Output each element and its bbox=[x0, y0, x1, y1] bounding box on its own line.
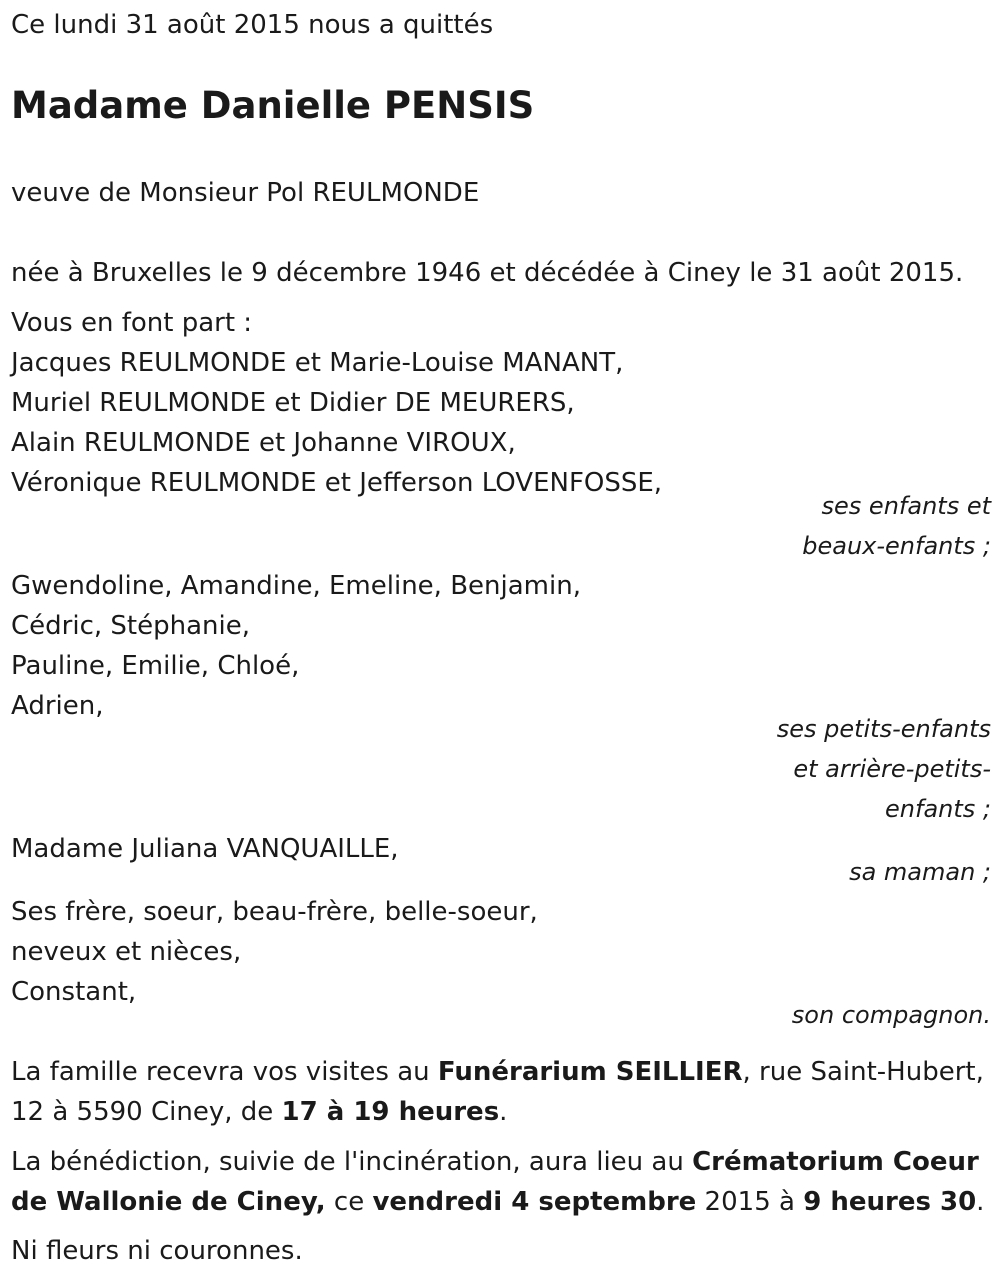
role-line: ses enfants et bbox=[821, 492, 991, 520]
ceremony-line-2 bbox=[11, 1182, 991, 1222]
ceremony-time: 9 heures 30 bbox=[803, 1187, 977, 1217]
crematorium-name: Crématorium Coeur bbox=[692, 1147, 979, 1177]
sibling-line: Constant, bbox=[11, 977, 137, 1007]
grandchild-line: Gwendoline, Amandine, Emeline, Benjamin, bbox=[11, 571, 581, 601]
sibling-line: neveux et nièces, bbox=[11, 937, 242, 967]
closing-line: Ni fleurs ni couronnes. bbox=[11, 1236, 303, 1266]
crematorium-name: de Wallonie de Ciney, bbox=[11, 1187, 326, 1217]
role-line: beaux-enfants ; bbox=[802, 532, 991, 560]
ceremony-text: . bbox=[976, 1187, 985, 1217]
child-line: Alain REULMONDE et Johanne VIROUX, bbox=[11, 428, 516, 458]
ceremony-text: ce bbox=[325, 1187, 373, 1217]
visits-line-2 bbox=[11, 1092, 991, 1132]
widow-line: veuve de Monsieur Pol REULMONDE bbox=[11, 178, 480, 208]
dates-line: née à Bruxelles le 9 décembre 1946 et décédée à Ciney le 31 août 2015. bbox=[11, 258, 964, 288]
grandchildren-role bbox=[11, 709, 991, 829]
visits-text: . bbox=[499, 1097, 508, 1127]
siblings-block bbox=[11, 892, 991, 1012]
ceremony-day: vendredi 4 septembre bbox=[372, 1187, 697, 1217]
child-line: Muriel REULMONDE et Didier DE MEURERS, bbox=[11, 388, 575, 418]
role-line: et arrière-petits- bbox=[793, 755, 991, 783]
partner-role: son compagnon. bbox=[791, 1001, 991, 1029]
intro-line: Ce lundi 31 août 2015 nous a quittés bbox=[11, 10, 494, 40]
visits-paragraph bbox=[11, 1052, 991, 1132]
ceremony-line-1 bbox=[11, 1142, 991, 1182]
child-line: Jacques REULMONDE et Marie-Louise MANANT, bbox=[11, 348, 624, 378]
mother-line: Madame Juliana VANQUAILLE, bbox=[11, 834, 399, 864]
ceremony-paragraph bbox=[11, 1142, 991, 1222]
grandchildren-block bbox=[11, 566, 991, 726]
announce-lead: Vous en font part : bbox=[11, 308, 253, 338]
deceased-name: Madame Danielle PENSIS bbox=[11, 84, 535, 127]
children-role bbox=[11, 486, 991, 566]
child-line: Véronique REULMONDE et Jefferson LOVENFOSSE, bbox=[11, 468, 663, 498]
role-line: enfants ; bbox=[885, 795, 991, 823]
grandchild-line: Adrien, bbox=[11, 691, 104, 721]
visits-line-1 bbox=[11, 1052, 991, 1092]
funeral-home-name: Funérarium SEILLIER bbox=[437, 1057, 743, 1087]
visits-text: 12 à 5590 Ciney, de bbox=[11, 1097, 282, 1127]
announcement-block bbox=[11, 303, 991, 503]
mother-role: sa maman ; bbox=[849, 858, 991, 886]
sibling-line: Ses frère, soeur, beau-frère, belle-soeur, bbox=[11, 897, 538, 927]
ceremony-text: 2015 à bbox=[696, 1187, 804, 1217]
grandchild-line: Pauline, Emilie, Chloé, bbox=[11, 651, 300, 681]
visits-text: , rue Saint-Hubert, bbox=[742, 1057, 984, 1087]
visits-text: La famille recevra vos visites au bbox=[11, 1057, 438, 1087]
ceremony-text: La bénédiction, suivie de l'incinération, aura lieu au bbox=[11, 1147, 693, 1177]
grandchild-line: Cédric, Stéphanie, bbox=[11, 611, 250, 641]
visit-hours: 17 à 19 heures bbox=[281, 1097, 500, 1127]
role-line: ses petits-enfants bbox=[776, 715, 991, 743]
